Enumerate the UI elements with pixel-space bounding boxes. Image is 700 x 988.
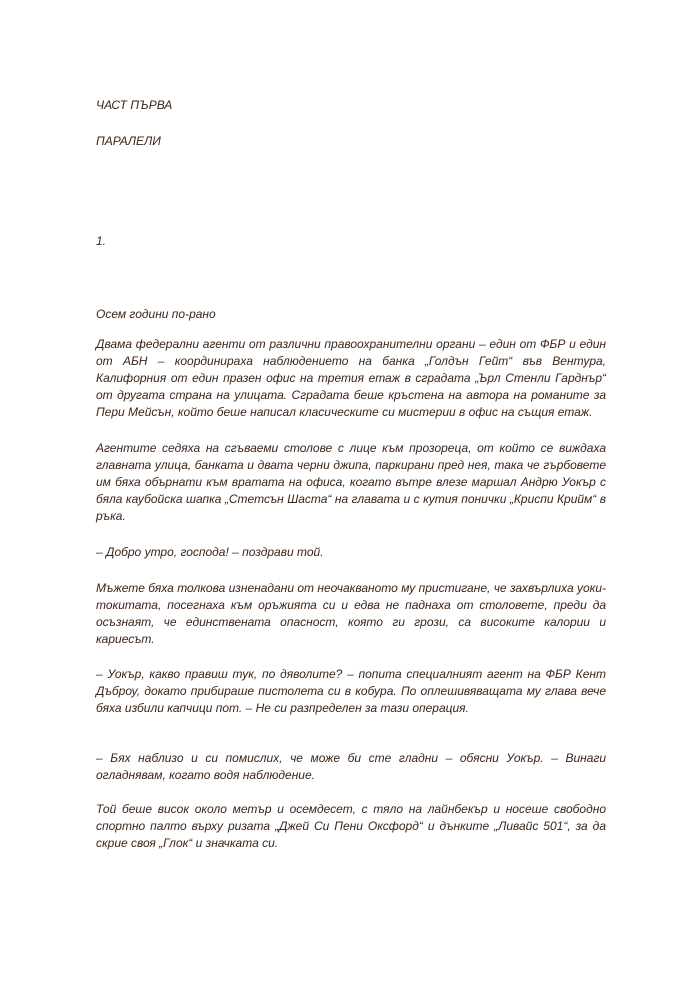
part-title: ПАРАЛЕЛИ (96, 134, 161, 148)
part-heading: ЧАСТ ПЪРВА (96, 98, 173, 112)
paragraph: – Уокър, какво правиш тук, по дяволите? – попита специалният агент на ФБР Кент Дъброу, докато прибираше пистолета си в кобура. По оплешивяващата му глава вече бяха избили капчици пот. – Не си разпределен за тази операция. (96, 667, 606, 715)
paragraph: Двама федерални агенти от различни правоохранителни органи – един от ФБР и един от АБН – координираха наблюдението на банка „Голдън Гейт“ във Вентура, Калифорния от един празен офис на третия етаж в сградата „Ърл Стенли Гарднър“ от другата страна на улицата. Сградата беше кръстена на автора на романите за Пери Мейсън, който беше написал класическите си мистерии в офис на същия етаж. (96, 337, 606, 419)
paragraph: Мъжете бяха толкова изненадани от неочакваното му пристигане, че захвърлиха уоки-токитата, посегнаха към оръжията си и едва не паднаха от столовете, преди да осъзнаят, че единствената опасност, която ги грози, са високите калории и кариесът. (96, 581, 606, 646)
paragraph: Агентите седяха на сгъваеми столове с лице към прозореца, от който се виждаха главната улица, банката и двата черни джипа, паркирани пред нея, така че гърбовете им бяха обърнати към вратата на офиса, когато вътре влезе маршал Андрю Уокър с бяла каубойска шапка „Стетсън Шаста“ на главата и с кутия понички „Криспи Крийм“ в ръка. (96, 441, 606, 523)
chapter-subtitle: Осем години по-рано (96, 307, 216, 321)
paragraph: – Бях наблизо и си помислих, че може би сте гладни – обясни Уокър. – Винаги огладнявам, когато водя наблюдение. (96, 751, 606, 782)
chapter-number: 1. (96, 234, 107, 248)
paragraph: – Добро утро, господа! – поздрави той. (96, 545, 324, 559)
paragraph: Той беше висок около метър и осемдесет, с тяло на лайнбекър и носеше свободно спортно палто върху ризата „Джей Си Пени Оксфорд“ и дънките „Ливайс 501“, за да скрие своя „Глок“ и значката си. (96, 802, 606, 850)
